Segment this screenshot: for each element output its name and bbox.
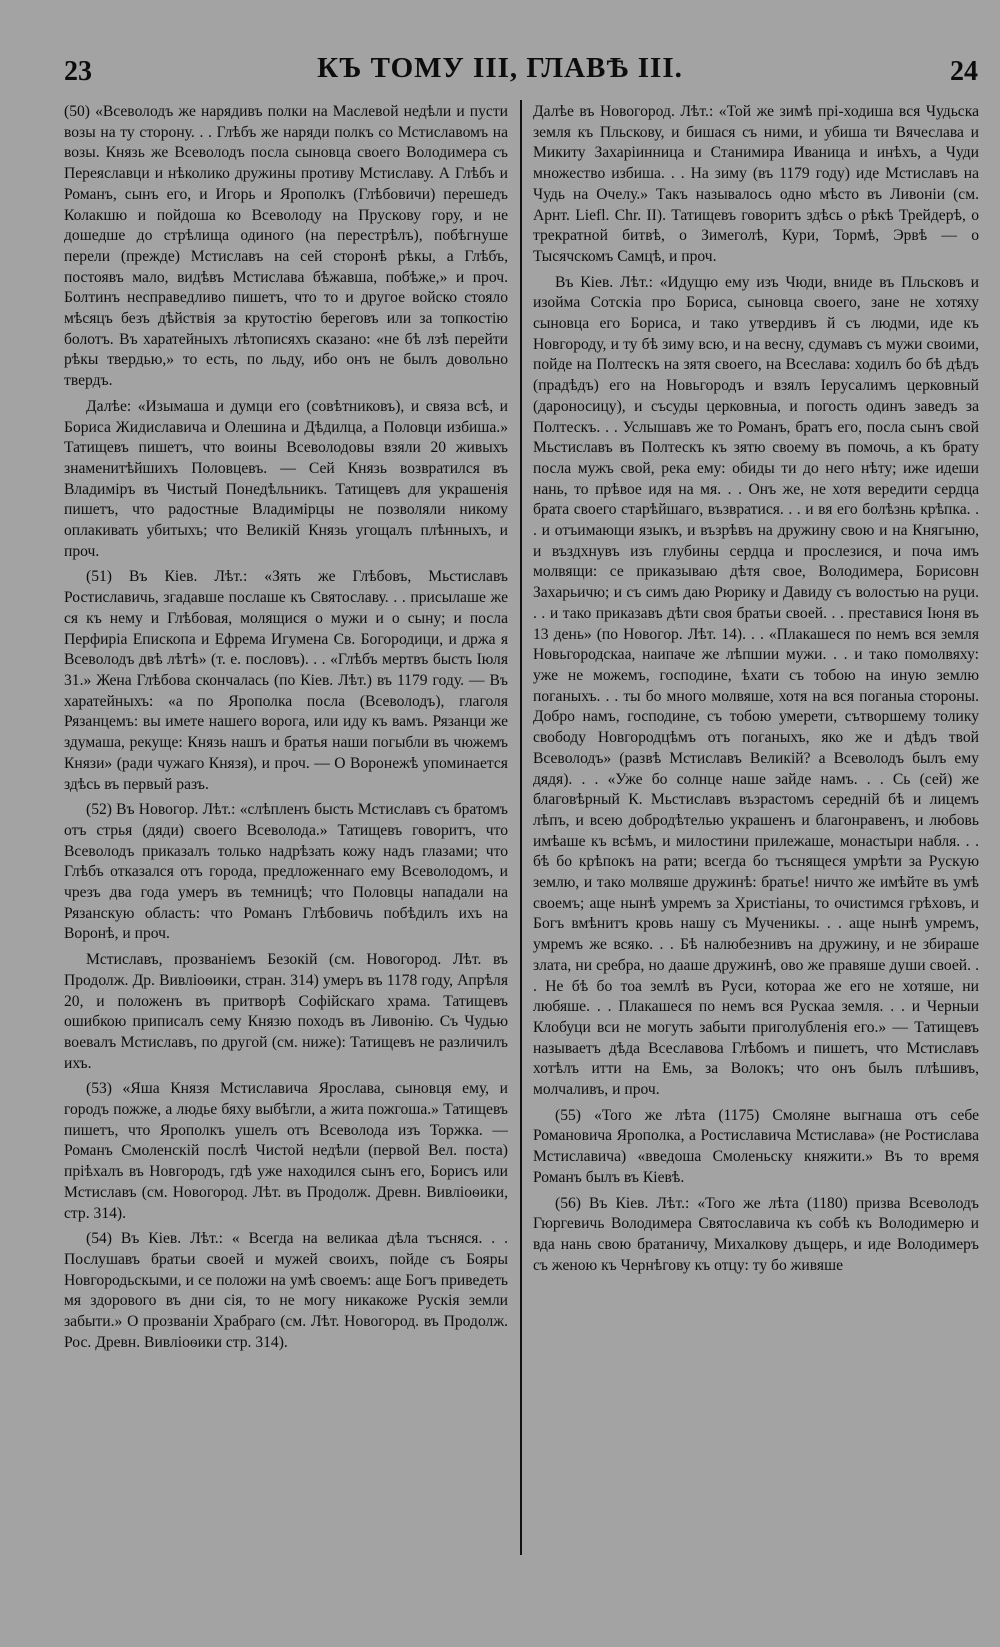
paragraph: (55) «Того же лѣта (1175) Смоляне выгнаша отъ себе Романовича Ярополка, а Ростиславича Мстислава» (не Ростислава Мстиславича) «введоша Смоленьску княжити.» Въ то время Романъ былъ въ Кіевѣ.: [533, 1106, 979, 1186]
page-header: [0, 48, 1000, 98]
paragraph: Мстиславъ, прозваніемъ Безокій (см. Новогород. Лѣт. въ Продолж. Др. Вивліоѳики, стран. 314) умеръ въ 1178 году, Апрѣля 20, и положенъ въ притворѣ Софійскаго храма. Татищевъ ошибкою приписалъ сему Князю походъ въ Ливонію. Съ Чудью воевалъ Мстиславъ, по другой (см. ниже): Татищевъ не различилъ ихъ.: [64, 951, 508, 1072]
right-column: [533, 102, 979, 1559]
paragraph: (52) Въ Новогор. Лѣт.: «слѣпленъ бысть Мстиславъ съ братомъ отъ стрья (дяди) своего Всеволода.» Татищевъ говоритъ, что Всеволодъ приказалъ только надрѣзать кожу надъ глазами; что Глѣбъ отказался отъ города, предложеннаго ему Всеволодомъ, и чрезъ два года умеръ въ темницѣ; что Половцы нападали на Рязанскую область: что Романъ Глѣбовичь побѣдилъ ихъ на Воронѣ, и проч.: [64, 801, 508, 943]
paragraph: Далѣе въ Новогород. Лѣт.: «Той же зимѣ прі-ходиша вся Чудьска земля къ Пльскову, и бишася съ ними, и убиша ти Вячеслава и Микиту Захаріинница и Станимира Иваница и инѣхъ, а Чуди множество избиша. . . На зиму (въ 1179 году) иде Мстиславъ на Чудь на Очелу.» Такъ называлось одно мѣсто въ Ливоніи (см. Арнт. Liefl. Chr. II). Татищевъ говоритъ здѣсь о рѣкѣ Трейдерѣ, о трекратной битвѣ, о Зимеголѣ, Кури, Тормѣ, Эрвѣ — о Тысячскомъ Самцѣ, и проч.: [533, 103, 979, 265]
paragraph: (56) Въ Кіев. Лѣт.: «Того же лѣта (1180) призва Всеволодъ Гюргевичь Володимера Святославича къ собѣ къ Володимерю и вда нань свою братаничу, Михалкову дъщерь, и иде Володимеръ съ женою къ Чернѣгову къ отцу: ту бо живяше: [533, 1194, 979, 1274]
paragraph: (54) Въ Кіев. Лѣт.: « Всегда на великаа дѣла тъсняся. . . Послушавъ братьи своей и мужей своихъ, пойде съ Бояры Новгородьскыми, и се положи на умѣ своемъ: аще Богъ приведеть мя здорового въ дни сія, то не могу никакоже Рускія земли забыти.» О прозваніи Храбраго (см. Лѣт. Новогород. въ Продолж. Рос. Древн. Вивліоѳики стр. 314).: [64, 1230, 508, 1351]
paragraph: Въ Кіев. Лѣт.: «Идущю ему изъ Чюди, вниде въ Пльсковъ и изойма Сотскіа про Бориса, сыновца своего, зане не хотяху сыновца его Бориса, и тако утвердивъ й съ людми, иде къ Новгороду, и ту бѣ зиму всю, и на весну, сдумавъ съ мужи своими, пойде на Полтескъ на зятя своего, на Всеслава: ходилъ бо бѣ дѣдъ (прадѣдъ) его на Новьгородъ и взялъ Іерусалимъ церковный (дароносицу), и съсуды церковныа, и погость одинъ заведъ за Полтескъ. . . Услышавъ же то Романъ, братъ его, посла сынъ свой Мьстиславъ въ Полтескъ къ зятю своему въ помочь, а къ брату посла мужъ свой, река ему: обиды ти до него нѣту; иже идеши нань, то прѣвое идя на мя. . . Онъ же, не хотя вередити сердца брата своего старѣйшаго, възвратися. . . и вя его болѣзнь крѣпка. . . и отъимающи языкъ, и възрѣвъ на дружину свою и на Княгыню, и въздхнувъ изъ глубины сердца и прослезися, и поча имъ молвящи: се приказываю дѣтя свое, Володимера, Борисовн Захарьичю; и съ симъ даю Рюрику и Давиду съ волостью на руци. . . и тако приказавъ дѣти своя братьи своей. . . преставися Іюня въ 13 день» (по Новогор. Лѣт. 14). . . «Плакашеся по немъ вся земля Новьгородскаа, наипаче же лѣпшии мужи. . . и тако помолвяху: уже не можемъ, господине, ѣхати съ тобою на иную землю поганыхъ. . . ты бо много молвяше, хотя на вся поганыа стороны. Добро намъ, господине, съ тобою умерети, сътворшему толику свободу Новгородцѣмъ отъ поганыхъ, яко же и дѣдъ твой Всеволодъ» (развѣ Мстиславъ Великій? а Всеволодъ былъ ему дядя). . . «Уже бо солнце наше зайде намъ. . . Сь (сей) же благовѣрный К. Мьстиславъ възрастомъ середній бѣ и лицемъ лѣпъ, и всею добродѣтелью украшенъ и благонравенъ, и любовь имѣаше къ всѣмъ, и милостини прилежаше, монастыри набля. . . бѣ бо крѣпокъ на рати; всегда бо тъснящеся умрѣти за Рускую землю, и тако молвяше дружинѣ: братье! ничто же имѣйте въ умѣ своемъ; аще нынѣ умремъ за Христіаны, то очистимся грѣховъ, и Богъ вмѣнитъ кровь нашу съ Мученикы. . . аще нынѣ умремъ, умремъ же всяко. . . Бѣ налюбезнивъ на дружину, и не збираше злата, ни сребра, но дааше дружинѣ, ово же правяше души своей. . . Не бѣ бо тоа землѣ въ Руси, котораа же его не хотяше, ни любяше. . . Плакашеся по немъ вся Рускаа земля. . . и Черныи Клобуци вси не могуть забыти приголубленія его.» — Татищевъ называетъ дѣда Всеславова Глѣбомъ и пишетъ, что Мстиславъ хотѣлъ итти на Емь, за Волокъ; что онъ былъ плѣшивъ, молчаливъ, и проч.: [533, 273, 979, 1099]
paragraph: (50) «Всеволодъ же нарядивъ полки на Маслевой недѣли и пусти возы на ту сторону. . . Глѣбъ же наряди полкъ со Мстиславомъ на возы. Князь же Всеволодъ посла сыновца своего Володимера съ Переяславци и нѣколико дружины противу Мстиславу. А Глѣбъ и Романъ, сынъ его, и Игорь и Ярополкъ (Глѣбовичи) перешедъ Колакшю и пойдоша ко Всеволоду на Прускову гору, и не дошедше до стрѣлища одиного (на перестрѣлъ), побѣгнуше перели (прежде) Мстиславъ на сей сторонѣ рѣкы, а Глѣбъ, постоявъ мало, видѣвъ Мстислава бѣжавша, побѣже,» и проч. Болтинъ несправедливо пишетъ, что то и другое войско стояло мѣсяцъ безъ дѣйствія за крутостію береговъ или за топкостію болотъ. Въ харатейныхъ лѣтописяхъ сказано: «не бѣ лзѣ перейти рѣкы твердью,» то есть, по льду, ибо онъ не былъ довольно твердъ.: [64, 103, 508, 390]
page-number-right: 24: [950, 56, 978, 87]
left-column: [64, 102, 508, 1559]
paragraph: (53) «Яша Князя Мстиславича Ярослава, сыновця ему, и городъ пожже, а людье бяху выбѣгли, а жита пожгоша.» Татищевъ пишетъ, что Ярополкъ ушелъ отъ Всеволода изъ Торжка. — Романъ Смоленскій послѣ Чистой недѣли (первой Вел. поста) пріѣхалъ въ Новгородъ, гдѣ уже находился сынъ его, Борисъ или Мстиславъ (см. Новогород. Лѣт. въ Продолж. Древн. Вивліоѳики, стр. 314).: [64, 1080, 508, 1222]
page-number-left: 23: [64, 56, 92, 87]
paragraph: Далѣе: «Изымаша и думци его (совѣтниковъ), и связа всѣ, и Бориса Жидиславича и Олешина и Дѣдилца, а Половци избиша.» Татищевъ пишетъ, что воины Всеволодовы взяли 20 живыхъ знаменитѣйшихъ Половцевъ. — Сей Князь возвратился въ Владиміръ въ Чистый Понедѣльникъ. Татищевъ для украшенія пишетъ, что радостные Владимірцы не позволяли никому оплакивать убитыхъ; что Великій Князь угощалъ плѣнныхъ, и проч.: [64, 397, 508, 560]
page-title: КЪ ТОМУ III, ГЛАВѢ III.: [317, 52, 683, 84]
column-divider: [520, 100, 522, 1555]
paragraph: (51) Въ Кіев. Лѣт.: «Зять же Глѣбовъ, Мьстиславъ Ростиславичь, згадавше послаше къ Святославу. . . присылаше же ся къ нему и Глѣбовая, молящися о мужи и о сыну; и посла Перфиріа Епископа и Ефрема Игумена Св. Богородици, и држа я Всеволодъ двѣ лѣтѣ» (т. е. пословъ). . . «Глѣбъ мертвъ бысть Іюля 31.» Жена Глѣбова скончалась (по Кіев. Лѣт.) въ 1179 году. — Въ харатейныхъ: «а по Ярополка посла (Всеволодъ), глаголя Рязанцемъ: вы имете нашего ворога, или иду къ вамъ. Рязанци же здумаша, рекуще: Князь нашъ и братья наши погыбли въ чюжемъ Князи» (ради чужаго Князя), и проч. — О Воронежѣ упоминается здѣсь въ первый разъ.: [64, 568, 508, 793]
